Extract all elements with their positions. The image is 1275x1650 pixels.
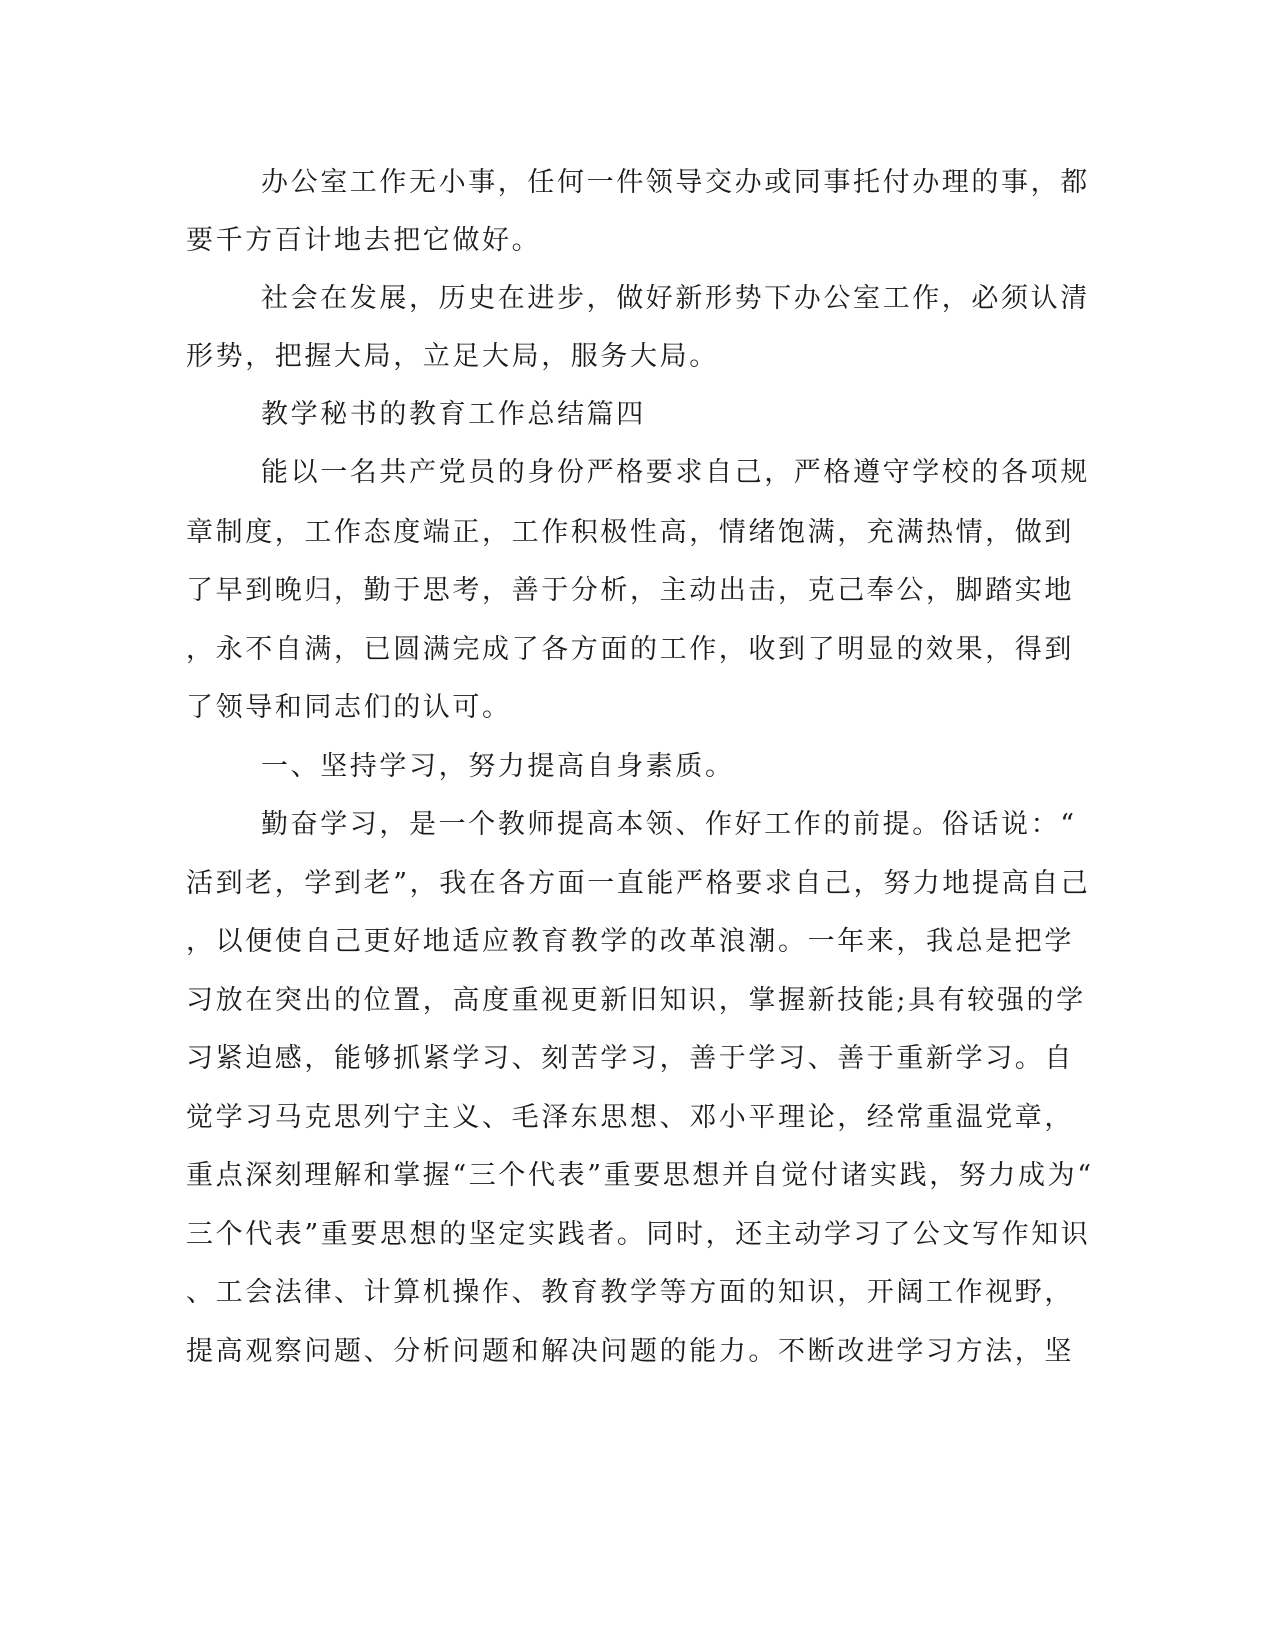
- paragraph-line: ，以便使自己更好地适应教育教学的改革浪潮。一年来，我总是把学: [186, 926, 1074, 957]
- paragraph-line: 形势，把握大局，立足大局，服务大局。: [186, 341, 719, 372]
- paragraph-line: 章制度，工作态度端正，工作积极性高，情绪饱满，充满热情，做到: [186, 517, 1074, 548]
- paragraph-line: 习紧迫感，能够抓紧学习、刻苦学习，善于学习、善于重新学习。自: [186, 1043, 1074, 1074]
- paragraph-line: 能以一名共产党员的身份严格要求自己，严格遵守学校的各项规: [261, 457, 1090, 488]
- paragraph-line: 习放在突出的位置，高度重视更新旧知识，掌握新技能;具有较强的学: [186, 985, 1086, 1016]
- paragraph-line: 、工会法律、计算机操作、教育教学等方面的知识，开阔工作视野，: [186, 1277, 1074, 1308]
- paragraph-line: 社会在发展，历史在进步，做好新形势下办公室工作，必须认清: [261, 283, 1090, 314]
- paragraph-line: 提高观察问题、分析问题和解决问题的能力。不断改进学习方法，坚: [186, 1336, 1074, 1367]
- paragraph-line: ，永不自满，已圆满完成了各方面的工作，收到了明显的效果，得到: [186, 634, 1074, 665]
- paragraph-line: 了早到晚归，勤于思考，善于分析，主动出击，克己奉公，脚踏实地: [186, 575, 1074, 606]
- paragraph-line: 办公室工作无小事，任何一件领导交办或同事托付办理的事，都: [261, 167, 1090, 198]
- paragraph-line: 觉学习马克思列宁主义、毛泽东思想、邓小平理论，经常重温党章，: [186, 1102, 1074, 1133]
- section-heading: 教学秘书的教育工作总结篇四: [261, 399, 646, 430]
- paragraph-line: 重点深刻理解和掌握“三个代表”重要思想并自觉付诸实践，努力成为“: [186, 1160, 1094, 1191]
- paragraph-line: 三个代表”重要思想的坚定实践者。同时，还主动学习了公文写作知识: [186, 1219, 1091, 1250]
- paragraph-line: 活到老，学到老”，我在各方面一直能严格要求自己，努力地提高自己: [186, 868, 1091, 899]
- paragraph-line: 了领导和同志们的认可。: [186, 692, 512, 723]
- paragraph-line: 勤奋学习，是一个教师提高本领、作好工作的前提。俗话说：“: [261, 809, 1077, 840]
- paragraph-line: 要千方百计地去把它做好。: [186, 225, 542, 256]
- subheading: 一、坚持学习，努力提高自身素质。: [261, 751, 735, 782]
